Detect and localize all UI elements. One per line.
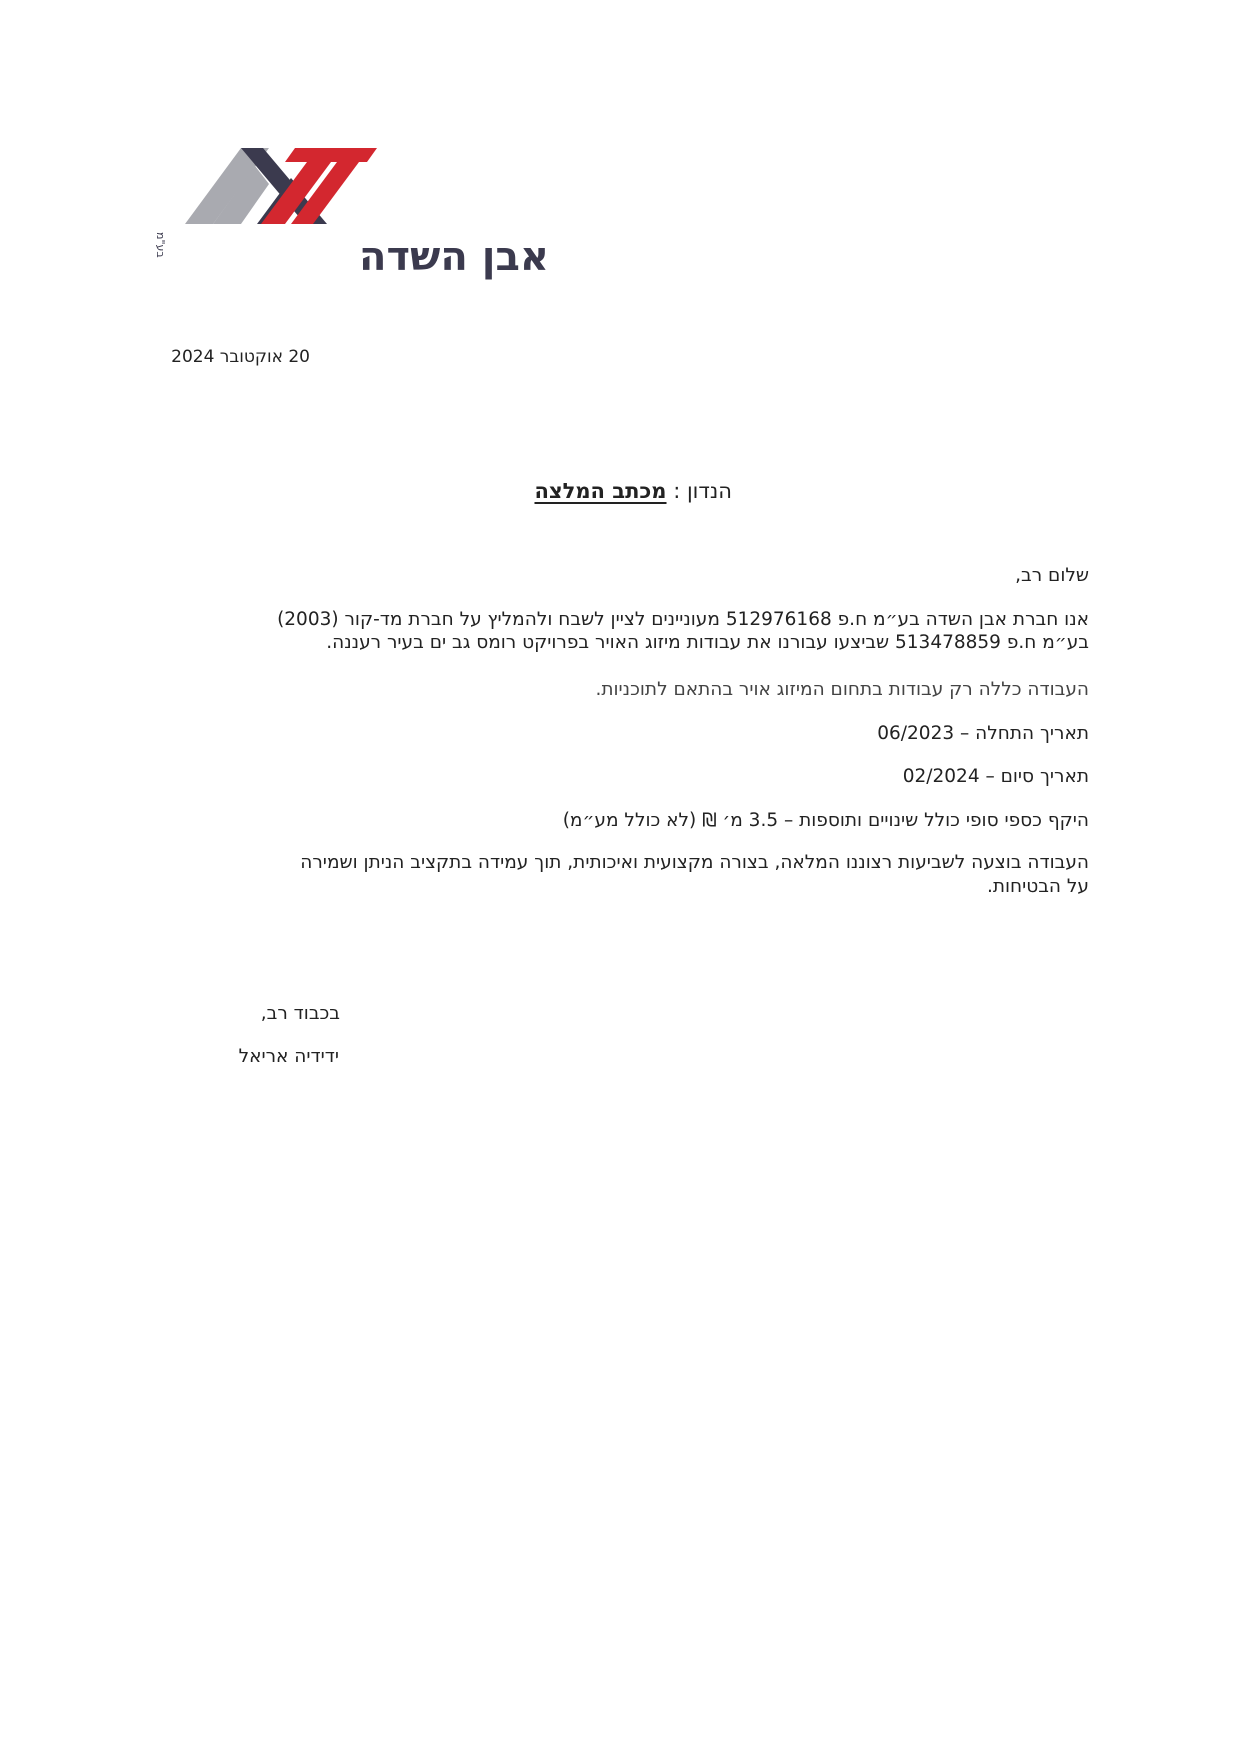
logo-text: אבן השדה xyxy=(359,234,549,280)
paragraph-2: העבודה כללה רק עבודות בתחום המיזוג אויר בהתאם לתוכניות. xyxy=(595,679,1089,700)
paragraph-6-line-2: על הבטיחות. xyxy=(986,876,1089,897)
end-date: תאריך סיום – 02/2024 xyxy=(902,766,1089,787)
subject-label: הנדון : xyxy=(673,479,732,503)
greeting: שלום רב, xyxy=(1015,565,1089,586)
subject-title: מכתב המלצה xyxy=(534,479,667,503)
logo-suffix: בע"מ xyxy=(154,232,167,258)
subject-line xyxy=(534,478,732,504)
letter-date: 20 אוקטובר 2024 xyxy=(171,347,310,367)
paragraph-1-line-2: בע״מ ח.פ 513478859 שביצעו עבורנו את עבודות מיזוג האויר בפרויקט רומס גב ים בעיר רעננה. xyxy=(326,632,1089,653)
logo-red-top xyxy=(285,148,377,162)
closing: בכבוד רב, xyxy=(260,1003,340,1024)
financial-scope: היקף כספי סופי כולל שינויים ותוספות – 3.5 מ׳ ₪ (לא כולל מע״מ) xyxy=(562,810,1089,831)
paragraph-6-line-1: העבודה בוצעה לשביעות רצוננו המלאה, בצורה מקצועית ואיכותית, תוך עמידה בתקציב הניתן ושמירה xyxy=(300,852,1089,873)
company-logo-graphic xyxy=(145,148,549,288)
signer-name: ידידיה אריאל xyxy=(238,1046,339,1067)
start-date: תאריך התחלה – 06/2023 xyxy=(877,723,1089,744)
paragraph-1-line-1: אנו חברת אבן השדה בע״מ ח.פ 512976168 מעוניינים לציין לשבח ולהמליץ על חברת מד-קור (2003) xyxy=(277,609,1089,630)
company-logo xyxy=(145,148,549,288)
